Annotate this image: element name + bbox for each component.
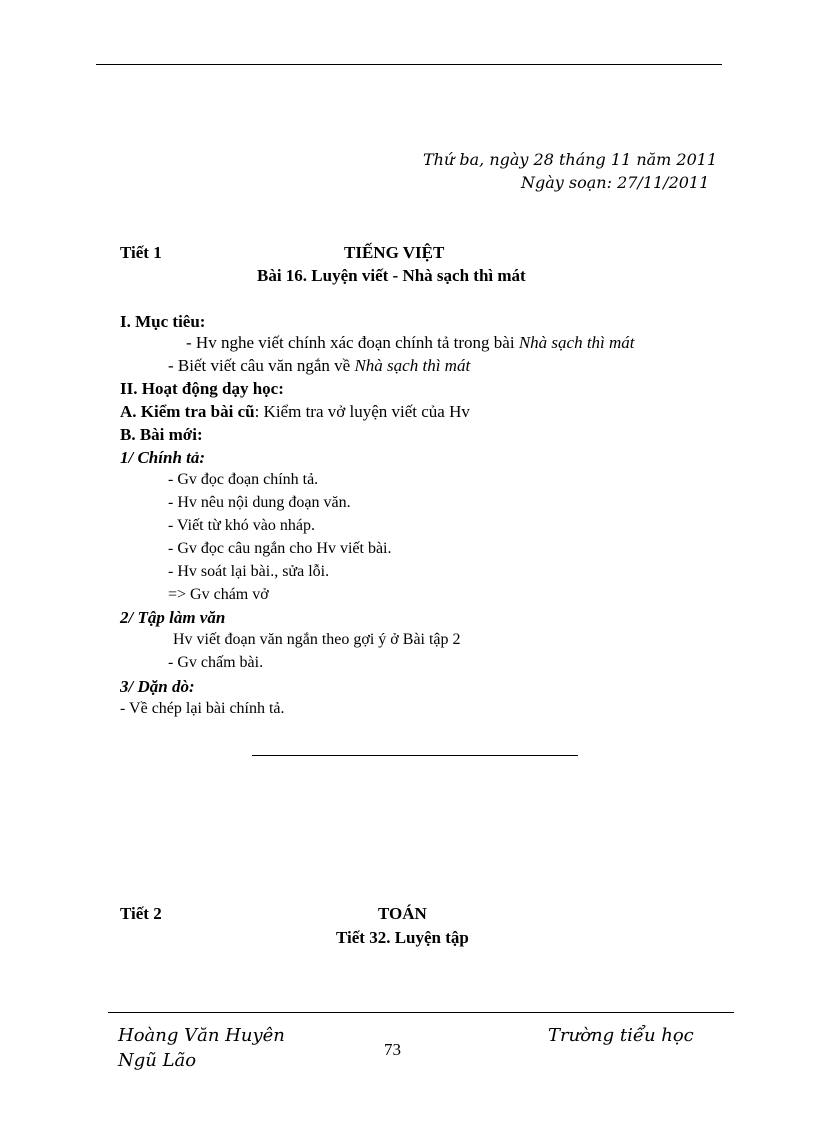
page-number: 73 <box>384 1040 401 1059</box>
list-item: - Hv soát lại bài., sửa lỗi. <box>168 563 330 580</box>
list-item: - Hv nêu nội dung đoạn văn. <box>168 494 351 511</box>
section2-title: 2/ Tập làm văn <box>120 608 226 627</box>
lesson2-subject: TOÁN <box>378 904 427 923</box>
list-item: - Gv đọc đoạn chính tả. <box>168 471 319 488</box>
footer-rule <box>108 1012 734 1013</box>
objective-item-ref: Nhà sạch thì mát <box>354 356 471 375</box>
objectives-heading: I. Mục tiêu: <box>120 312 206 331</box>
objective-item-text: - Biết viết câu văn ngắn về <box>168 356 355 375</box>
review-line <box>120 402 470 422</box>
lesson1-subject: TIẾNG VIỆT <box>344 243 445 262</box>
section-divider <box>252 755 578 756</box>
section3-title: 3/ Dặn dò: <box>120 677 195 696</box>
lesson1-title: Bài 16. Luyện viết - Nhà sạch thì mát <box>257 266 526 285</box>
list-item: Hv viết đoạn văn ngắn theo gợi ý ở Bài tập 2 <box>173 631 461 648</box>
objective-item-ref: Nhà sạch thì mát <box>518 333 635 352</box>
footer-author: Hoàng Văn Huyên <box>118 1025 285 1046</box>
footer-author-location: Ngũ Lão <box>118 1050 197 1071</box>
list-item: - Viết từ khó vào nháp. <box>168 517 315 534</box>
objective-item-text: - Hv nghe viết chính xác đoạn chính tả trong bài <box>186 333 519 352</box>
new-lesson-label: B. Bài mới: <box>120 425 203 444</box>
footer-school: Trường tiểu học <box>548 1025 694 1046</box>
activities-heading: II. Hoạt động dạy học: <box>120 379 284 398</box>
date-line: Thứ ba, ngày 28 tháng 11 năm 2011 <box>423 150 718 169</box>
lesson2-period: Tiết 2 <box>120 904 162 923</box>
objective-item <box>168 356 470 376</box>
objective-item <box>186 333 635 353</box>
section1-title: 1/ Chính tả: <box>120 448 206 467</box>
review-text: : Kiểm tra vở luyện viết của Hv <box>254 402 470 421</box>
prep-date-line: Ngày soạn: 27/11/2011 <box>521 173 710 192</box>
list-item: - Về chép lại bài chính tả. <box>120 700 285 717</box>
list-item: => Gv chám vở <box>168 586 269 603</box>
review-label: A. Kiểm tra bài cũ <box>120 402 255 421</box>
list-item: - Gv đọc câu ngắn cho Hv viết bài. <box>168 540 392 557</box>
header-rule <box>96 64 722 65</box>
list-item: - Gv chấm bài. <box>168 654 264 671</box>
lesson1-period: Tiết 1 <box>120 243 162 262</box>
lesson2-title: Tiết 32. Luyện tập <box>336 928 469 947</box>
